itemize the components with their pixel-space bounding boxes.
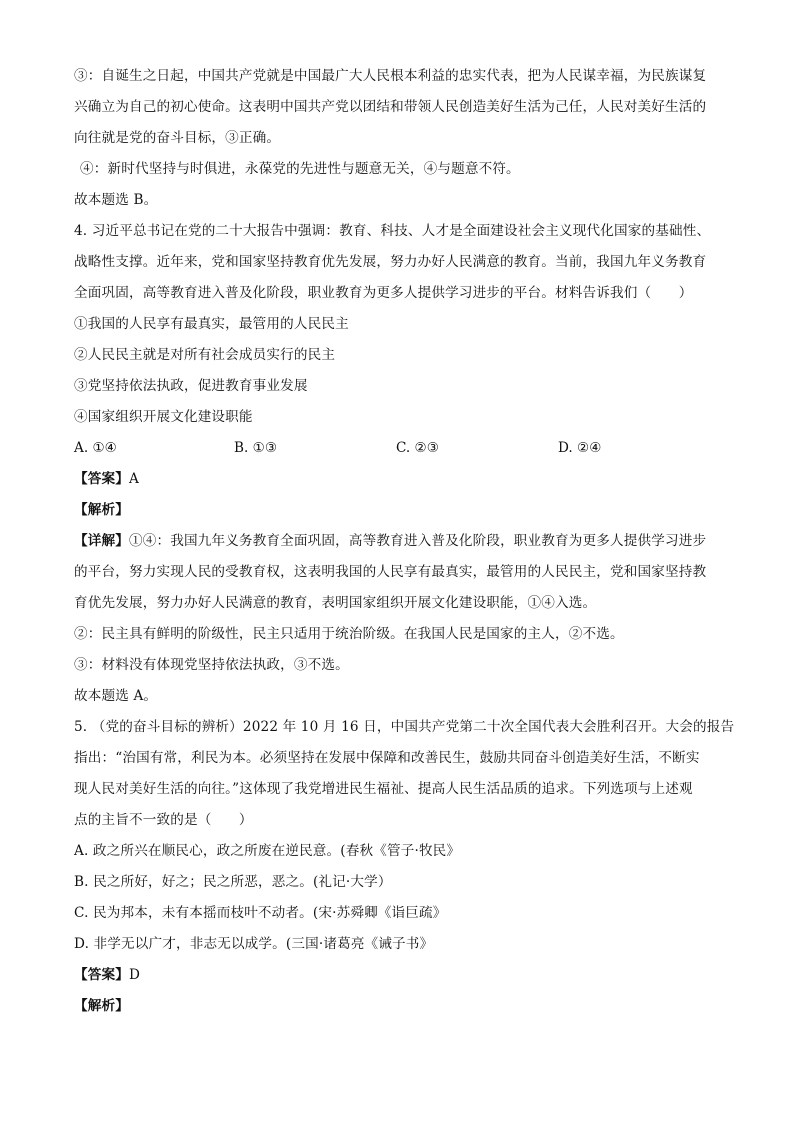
q4-stem-line-1: 4. 习近平总书记在党的二十大报告中强调：教育、科技、人才是全面建设社会主义现代化国家的基础性、	[74, 223, 711, 239]
q4-detail-label: 【详解】	[74, 533, 129, 549]
q4-answer-label: 【答案】	[74, 471, 129, 487]
prev-conclusion: 故本题选 B。	[74, 192, 158, 208]
q4-option-a: A. ①④	[74, 440, 117, 456]
q4-detail-line-5: ③：材料没有体现党坚持依法执政，③不选。	[74, 657, 349, 673]
q4-answer-value: A	[128, 471, 139, 487]
q5-stem-line-3: 现人民对美好生活的向往。”这体现了我党增进民生福祉、提高人民生活品质的追求。下列选项与上述观	[74, 781, 693, 797]
q5-option-b: B. 民之所好，好之；民之所恶，恶之。(礼记·大学）	[74, 874, 392, 890]
q4-detail-line-4: ②：民主具有鲜明的阶级性，民主只适用于统治阶级。在我国人民是国家的主人，②不选。	[74, 626, 624, 642]
q4-option-c: C. ②③	[396, 440, 439, 456]
q4-detail-text-1: ①④：我国九年义务教育全面巩固，高等教育进入普及化阶段，职业教育为更多人提供学习进步	[128, 533, 707, 549]
q5-stem-line-2: 指出：“治国有常，利民为本。必须坚持在发展中保障和改善民生，鼓励共同奋斗创造美好生活，不断实	[74, 750, 700, 766]
prev-analysis-line-1: ③：自诞生之日起，中国共产党就是中国最广大人民根本利益的忠实代表，把为人民谋幸福，为民族谋复	[74, 68, 707, 84]
q4-option-b: B. ①③	[234, 440, 278, 456]
prev-analysis-line-4: ④：新时代坚持与时俱进，永葆党的先进性与题意无关，④与题意不符。	[80, 161, 520, 177]
q5-analysis-label: 【解析】	[74, 998, 129, 1014]
q4-detail-line-1	[74, 531, 734, 551]
q4-item-4: ④国家组织开展文化建设职能	[74, 409, 253, 425]
q4-conclusion: 故本题选 A。	[74, 688, 158, 704]
q5-answer	[74, 965, 734, 985]
q5-option-a: A. 政之所兴在顺民心，政之所废在逆民意。(春秋《管子·牧民》	[74, 843, 461, 859]
q5-answer-label: 【答案】	[74, 967, 129, 983]
q4-item-3: ③党坚持依法执政，促进教育事业发展	[74, 378, 308, 394]
q4-answer	[74, 469, 734, 489]
q4-analysis-label: 【解析】	[74, 502, 129, 518]
q5-answer-value: D	[128, 967, 141, 983]
q4-detail-line-2: 的平台，努力实现人民的受教育权，这表明我国的人民享有最真实，最管用的人民民主，党和国家坚持教	[74, 564, 707, 580]
q5-stem-line-4: 点的主旨不一致的是（ ）	[74, 812, 253, 828]
q4-item-2: ②人民民主就是对所有社会成员实行的民主	[74, 347, 336, 363]
q5-stem-line-1: 5. （党的奋斗目标的辨析）2022 年 10 月 16 日，中国共产党第二十次全国代表大会胜利召开。大会的报告	[74, 719, 735, 735]
q4-item-1: ①我国的人民享有最真实，最管用的人民民主	[74, 316, 349, 332]
q5-option-d: D. 非学无以广才，非志无以成学。(三国·诸葛亮《诫子书》	[74, 936, 434, 952]
q4-option-d: D. ②④	[558, 440, 602, 456]
q5-option-c: C. 民为邦本，未有本摇而枝叶不动者。(宋·苏舜卿《诣巨疏》	[74, 905, 447, 921]
q4-detail-line-3: 育优先发展，努力办好人民满意的教育，表明国家组织开展文化建设职能，①④入选。	[74, 595, 597, 611]
prev-analysis-line-2: 兴确立为自己的初心使命。这表明中国共产党以团结和带领人民创造美好生活为己任，人民对美好生活的	[74, 99, 707, 115]
prev-analysis-line-3: 向往就是党的奋斗目标，③正确。	[74, 130, 281, 146]
q4-stem-line-2: 战略性支撑。近年来，党和国家坚持教育优先发展，努力办好人民满意的教育。当前，我国九年义务教育	[74, 254, 707, 270]
q4-stem-line-3: 全面巩固，高等教育进入普及化阶段，职业教育为更多人提供学习进步的平台。材料告诉我们（ ）	[74, 285, 693, 301]
